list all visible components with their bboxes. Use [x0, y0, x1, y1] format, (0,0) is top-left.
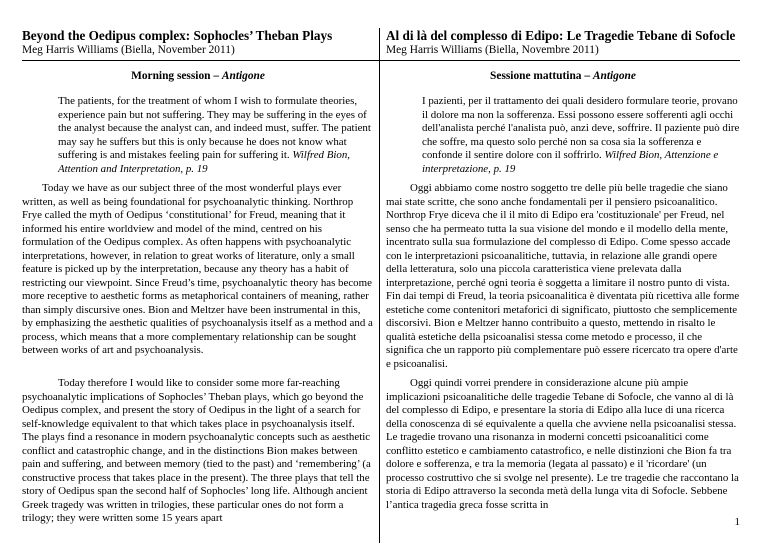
english-column — [22, 0, 374, 543]
english-session-heading — [22, 70, 374, 82]
italian-epigraph — [422, 95, 740, 176]
italian-paragraph-1: Oggi abbiamo come nostro soggetto tre delle più belle tragedie che siano mai state scritte, che sono anche fondamentali per il pensiero psicoanalitico. Northrop Frye diceva che il il mito di Edipo era 'costituzionale' per Freud, nel senso che ha permeato tutta la sua visione del mondo e il modello della mente, incentrato sulla sua formulazione del complesso di Edipo. Come spesso accade con le interpretazioni psicoanalitiche, tuttavia, in relazione alle grandi opere della letteratura, solo una piccola caratteristica viene prelevata dalla interpretazione, perché ogni teoria è soggetta a limitare il nostro punto di vista. Fin dai tempi di Freud, la teoria psicoanalitica è diventata più ricettiva alle forme estetiche come contenitori metaforici di significato, piuttosto che semplicemente discorsivi. Bion e Meltzer hanno contribuito a questo, mettendo in risalto le qualità estetiche della psicoanalisi stessa come metodo e processo, il che significa che un rapporto più complementare può essere ricercato tra opere d'arte e psicoanalisi. — [386, 182, 740, 370]
english-paragraph-2: Today therefore I would like to consider some more far-reaching psychoanalytic implications of Sophocles’ Theban plays, which go beyond the Oedipus complex, and present the story of Oedipus in the light of a search for self-knowledge equivalent to that which takes place in psychoanalysis itself. The plays find a resonance in modern psychoanalytic concepts such as aesthetic conflict and catastrophic change, and in the distinctions Bion makes between pain and suffering, and between memory (tied to the past) and ‘remembering’ (a constructive process that takes place in the present). The three plays that tell the story of Oedipus span the second half of Sophocles’ long life. Although ancient Greek tragedy was written in trilogies, these particular ones do not form a trilogy; they were written some 15 years apart — [22, 377, 371, 524]
italian-byline: Meg Harris Williams (Biella, Novembre 2011) — [386, 44, 599, 56]
epigraph-text: The patients, for the treatment of whom I wish to formulate theories, experience pain but not suffering. They may be suffering in the eyes of the analyst because the analyst can, and indeed must, suffer. The patient may say he suffers but this is only because he does not know what suffering is and mistakes feeling pain for suffering it. — [58, 95, 371, 161]
epigraph-source: Wilfred Bion, Attention and Interpretation, p. 19 — [58, 149, 350, 175]
session-play: Antigone — [592, 70, 636, 82]
english-byline: Meg Harris Williams (Biella, November 2011) — [22, 44, 235, 56]
italian-paragraph-2: Oggi quindi vorrei prendere in considerazione alcune più ampie implicazioni psicoanalitiche delle tragedie Tebane di Sofocle, che vanno al di là del complesso di Edipo, e presentare la storia di Edipo alla luce di una ricerca della conoscenza di sé equivalente a quella che avviene nella psicoanalisi stessa. Le tragedie trovano una risonanza in moderni concetti psicoanalitici come conflitto estetico e cambiamento catastrofico, e nelle distinzioni che Bion fa tra dolore e sofferenza, e tra la memoria (legata al passato) e il 'ricordare' (un processo costruttivo che si svolge nel presente). Le tre tragedie che raccontano la storia di Edipo attraverso la seconda metà della lunga vita di Sofocle. Sebbene l’antica tragedia greca fosse scritta in — [386, 377, 739, 511]
italian-title: Al di là del complesso di Edipo: Le Tragedie Tebane di Sofocle — [386, 28, 736, 43]
column-divider — [379, 28, 380, 543]
epigraph-source: Wilfred Bion, Attenzione e interpretazione, p. 19 — [422, 149, 719, 175]
page-number: 1 — [734, 516, 740, 528]
english-title: Beyond the Oedipus complex: Sophocles’ Theban Plays — [22, 28, 333, 43]
italian-column — [386, 0, 740, 543]
epigraph-text: I pazienti, per il trattamento dei quali desidero formulare teorie, provano il dolore ma non la sofferenza. Essi possono essere sofferenti agli occhi dell'analista perché l'analista può, anzi deve, soffrire. Il paziente può dire che soffre, ma questo solo perché non sa cosa sia la sofferenza e confonde il sentire dolore con il soffrirlo. — [422, 95, 740, 161]
english-epigraph — [58, 95, 378, 176]
session-label: Morning session – — [131, 70, 222, 82]
session-label: Sessione mattutina – — [490, 70, 593, 82]
english-paragraph-1: Today we have as our subject three of the most wonderful plays ever written, as well as being foundational for psychoanalytic thinking. Northrop Frye called the myth of Oedipus ‘constitutional’ for Freud, meaning that it informed his entire worldview and model of the mind, centred on his formulation of the Oedipus complex. As often happens with psychoanalytic interpretations, however, in relation to great works of literature, only a small feature is picked up by the interpretation, because any theory has a habit of restricting our viewpoint. Since Freud’s time, psychoanalytic theory has become more receptive to aesthetic forms as metaphorical containers of meaning, rather than simply discursive ones. Bion and Meltzer have been instrumental in this, by emphasizing the aesthetic qualities of psychoanalysis itself as a method and a process, which means that a more complementary relationship can be sought between works of art and psychoanalysis. — [22, 182, 373, 356]
session-play: Antigone — [221, 70, 265, 82]
italian-session-heading — [386, 70, 740, 82]
